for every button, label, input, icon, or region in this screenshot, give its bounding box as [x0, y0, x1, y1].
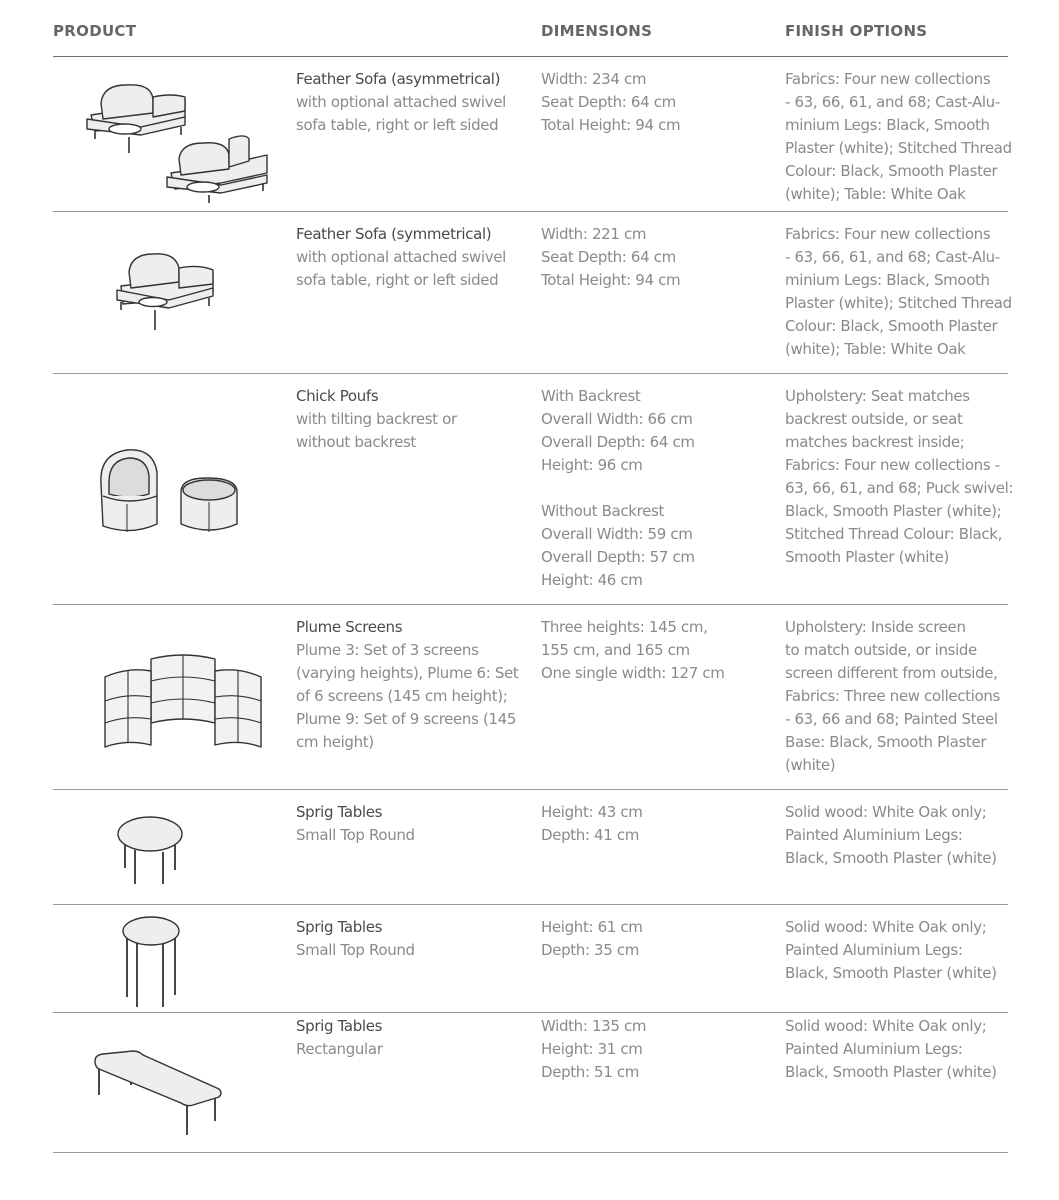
- product-description: Plume Screens Plume 3: Set of 3 screens (varying heights), Plume 6: Set of 6 screens (145 cm height); Plume 9: Set of 9 screens (145 cm height): [296, 616, 521, 754]
- product-name: Feather Sofa (asymmetrical): [296, 70, 501, 88]
- table-row: [53, 374, 1014, 605]
- low-round-table-icon: [115, 814, 187, 888]
- finish-options-cell: Solid wood: White Oak only; Painted Aluminium Legs: Black, Smooth Plaster (white): [785, 918, 997, 982]
- product-name: Sprig Tables: [296, 803, 383, 821]
- product-description: Chick Poufs with tilting backrest or without backrest: [296, 385, 521, 454]
- finish-options-cell: Solid wood: White Oak only; Painted Aluminium Legs: Black, Smooth Plaster (white): [785, 803, 997, 867]
- finish-options-cell: Upholstery: Inside screen to match outside, or inside screen different from outside, Fabrics: Three new collections - 63, 66 and 68; Painted Steel Base: Black, Smooth Plaster (white): [785, 618, 1000, 774]
- dimensions-cell: Width: 221 cm Seat Depth: 64 cm Total Height: 94 cm: [541, 225, 681, 289]
- finish-options-cell: Fabrics: Four new collections - 63, 66, 61, and 68; Cast-Alu- minium Legs: Black, Smooth Plaster (white); Stitched Thread Colour: Black, Smooth Plaster (white); Table: White Oak: [785, 70, 1012, 203]
- dimensions-cell: Height: 43 cm Depth: 41 cm: [541, 803, 643, 844]
- asymmetrical-sofa-icon: [81, 77, 281, 207]
- poufs-icon: [95, 444, 245, 539]
- finish-options-cell: Solid wood: White Oak only; Painted Aluminium Legs: Black, Smooth Plaster (white): [785, 1017, 997, 1081]
- product-description: Feather Sofa (asymmetrical) with optional attached swivel sofa table, right or left sided: [296, 68, 521, 137]
- screens-icon: [101, 651, 266, 751]
- finish-column-header: FINISH OPTIONS: [785, 22, 928, 40]
- dimensions-cell: With Backrest Overall Width: 66 cm Overall Depth: 64 cm Height: 96 cm Without Backrest Overall Width: 59 cm Overall Depth: 57 cm Height: 46 cm: [541, 387, 695, 589]
- product-name: Sprig Tables: [296, 1017, 383, 1035]
- product-name: Chick Poufs: [296, 387, 379, 405]
- table-row: [53, 790, 1008, 905]
- product-name: Plume Screens: [296, 618, 403, 636]
- product-description: Feather Sofa (symmetrical) with optional attached swivel sofa table, right or left sided: [296, 223, 521, 292]
- table-row: [53, 605, 1008, 790]
- table-row: [53, 905, 1008, 1013]
- dimensions-cell: Three heights: 145 cm, 155 cm, and 165 cm One single width: 127 cm: [541, 618, 725, 682]
- product-name: Feather Sofa (symmetrical): [296, 225, 492, 243]
- finish-options-cell: Fabrics: Four new collections - 63, 66, 61, and 68; Cast-Alu- minium Legs: Black, Smooth Plaster (white); Stitched Thread Colour: Black, Smooth Plaster (white); Table: White Oak: [785, 225, 1012, 358]
- product-name: Sprig Tables: [296, 918, 383, 936]
- table-row: [53, 212, 1012, 374]
- finish-options-cell: Upholstery: Seat matches backrest outside, or seat matches backrest inside; Fabrics: Four new collections - 63, 66, 61, and 68; Puck swivel: Black, Smooth Plaster (white); Stitched Thread Colour: Black, Smooth Plaster (white): [785, 387, 1014, 566]
- product-column-header: PRODUCT: [53, 22, 137, 40]
- dimensions-column-header: DIMENSIONS: [541, 22, 653, 40]
- table-header: [53, 0, 1008, 57]
- dimensions-cell: Width: 135 cm Height: 31 cm Depth: 51 cm: [541, 1017, 647, 1081]
- product-description: Sprig Tables Small Top Round: [296, 801, 521, 847]
- table-row: [53, 1013, 1008, 1153]
- dimensions-cell: Width: 234 cm Seat Depth: 64 cm Total Height: 94 cm: [541, 70, 681, 134]
- table-row: [53, 57, 1012, 212]
- symmetrical-sofa-icon: [113, 250, 223, 340]
- product-description: Sprig Tables Rectangular: [296, 1015, 521, 1061]
- rectangular-table-icon: [91, 1049, 226, 1141]
- tall-round-table-icon: [119, 913, 185, 1011]
- dimensions-cell: Height: 61 cm Depth: 35 cm: [541, 918, 643, 959]
- product-description: Sprig Tables Small Top Round: [296, 916, 521, 962]
